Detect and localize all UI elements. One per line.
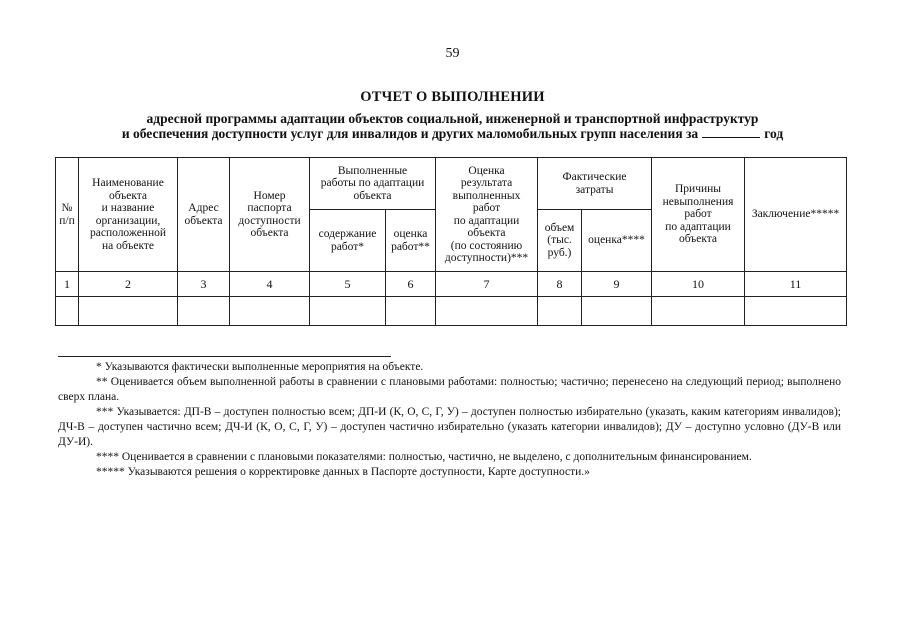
header-num: № п/п [56,158,79,272]
empty-cell [79,297,178,326]
column-number: 10 [652,272,745,297]
column-number: 4 [230,272,310,297]
header-passport-number: Номер паспорта доступности объекта [230,158,310,272]
column-number: 7 [436,272,538,297]
report-table [55,157,847,326]
subtitle-line-2-prefix: и обеспечения доступности услуг для инвалидов и других маломобильных групп населения за [121,126,699,141]
empty-cell [230,297,310,326]
empty-cell [436,297,538,326]
empty-cell [56,297,79,326]
year-blank [702,126,760,138]
header-object-name: Наименование объекта и название организации, расположенной на объекте [79,158,178,272]
empty-cell [745,297,847,326]
header-actual-costs: Фактические затраты [538,158,652,210]
header-row-1 [56,158,847,210]
empty-cell [386,297,436,326]
subtitle-line-2-suffix: год [764,126,784,141]
footnote-3: *** Указывается: ДП-В – доступен полностью всем; ДП-И (К, О, С, Г, У) – доступен полностью избирательно (указать, каким категориям инвалидов); ДЧ-В – доступен частично всем; ДЧ-И (К, О, С, Г, У) – доступен частично избирательно (указать категории инвалидов); ДУ – доступно условно (ДУ-В или ДУ-И). [58,406,841,448]
column-number: 6 [386,272,436,297]
empty-cell [178,297,230,326]
header-conclusion: Заключение***** [745,158,847,272]
column-numbers-row [56,272,847,297]
report-title: ОТЧЕТ О ВЫПОЛНЕНИИ [360,89,545,105]
empty-cell [652,297,745,326]
subtitle-line-1: адресной программы адаптации объектов социальной, инженерной и транспортной инфраструктур [146,111,759,126]
header-address: Адрес объекта [178,158,230,272]
empty-cell [538,297,582,326]
footnote-5: ***** Указываются решения о корректировке данных в Паспорте доступности, Карте доступности.» [96,466,590,478]
report-subtitle [40,111,865,141]
footnote-2: ** Оценивается объем выполненной работы в сравнении с плановыми работами: полностью; частично; перенесено на следующий период; выполнено сверх плана. [58,376,841,403]
header-completed-works: Выполненные работы по адаптации объекта [310,158,436,210]
empty-cell [582,297,652,326]
header-costs-volume: объем (тыс. руб.) [538,210,582,272]
empty-data-row [56,297,847,326]
header-works-content: содержание работ* [310,210,386,272]
footnote-4: **** Оценивается в сравнении с плановыми показателями: полностью, частично, не выделено, с дополнительным финансированием. [96,451,752,463]
header-works-assessment: оценка работ** [386,210,436,272]
footnote-1: * Указываются фактически выполненные мероприятия на объекте. [96,361,424,373]
header-result-assessment: Оценка результата выполненных работ по адаптации объекта (по состоянию доступности)*** [436,158,538,272]
column-number: 8 [538,272,582,297]
page-number: 59 [445,46,460,61]
column-number: 2 [79,272,178,297]
column-number: 5 [310,272,386,297]
footnotes [58,360,841,480]
column-number: 1 [56,272,79,297]
header-reasons: Причины невыполнения работ по адаптации объекта [652,158,745,272]
column-number: 3 [178,272,230,297]
empty-cell [310,297,386,326]
subtitle-line-2 [40,126,865,141]
header-costs-assessment: оценка**** [582,210,652,272]
footnote-separator [58,356,391,357]
column-number: 9 [582,272,652,297]
column-number: 11 [745,272,847,297]
